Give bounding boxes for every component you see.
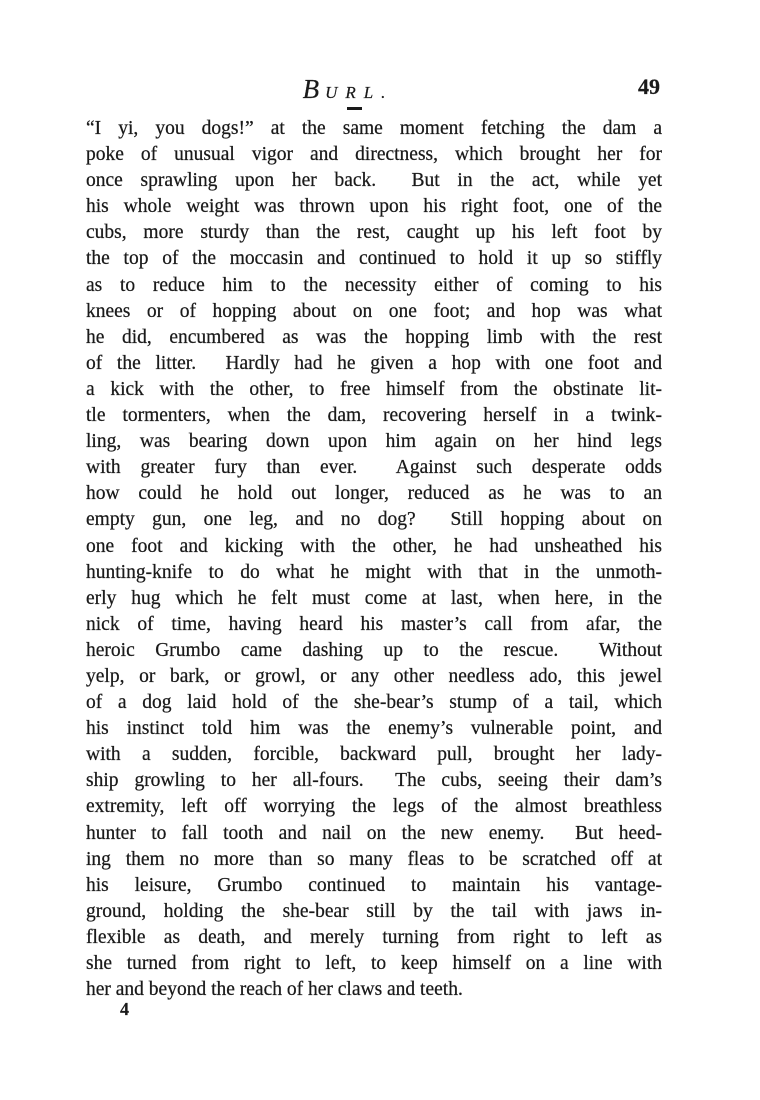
text-line: extremity, left off worrying the legs of the almost breathless xyxy=(86,796,662,818)
signature-mark: 4 xyxy=(120,999,129,1019)
text-line: poke of unusual vigor and directness, which brought her for xyxy=(86,144,662,166)
text-line: he did, encumbered as was the hopping limb with the rest xyxy=(86,326,662,348)
text-line: the top of the moccasin and continued to hold it up so stiffly xyxy=(86,248,662,270)
header-rule-divider xyxy=(347,107,362,110)
text-line: nick of time, having heard his master’s call from afar, the xyxy=(86,613,662,635)
text-line: ship growling to her all-fours. The cubs, seeing their dam’s xyxy=(86,770,662,792)
text-line: how could he hold out longer, reduced as he was to an xyxy=(86,483,662,505)
running-head-title: BURL. xyxy=(302,74,394,104)
text-line: her and beyond the reach of her claws and teeth. xyxy=(86,979,463,1001)
text-line: his leisure, Grumbo continued to maintain his vantage- xyxy=(86,874,662,896)
text-line: flexible as death, and merely turning from right to left as xyxy=(86,926,662,948)
text-line: heroic Grumbo came dashing up to the rescue. Without xyxy=(86,639,662,661)
text-line: “I yi, you dogs!” at the same moment fetching the dam a xyxy=(86,118,662,139)
page-number: 49 xyxy=(638,74,660,99)
text-line: his whole weight was thrown upon his right foot, one of the xyxy=(86,196,662,218)
text-line: a kick with the other, to free himself from the obstinate lit- xyxy=(86,378,662,400)
text-line: his instinct told him was the enemy’s vulnerable point, and xyxy=(86,718,662,740)
text-line: of a dog laid hold of the she-bear’s stump of a tail, which xyxy=(86,692,662,714)
text-line: ing them no more than so many fleas to be scratched off at xyxy=(86,848,662,870)
text-line: erly hug which he felt must come at last, when here, in the xyxy=(86,587,662,609)
text-line: once sprawling upon her back. But in the act, while yet xyxy=(86,170,662,192)
text-line: cubs, more sturdy than the rest, caught up his left foot by xyxy=(86,222,662,244)
text-line: empty gun, one leg, and no dog? Still hopping about on xyxy=(86,509,662,531)
text-line: with a sudden, forcible, backward pull, brought her lady- xyxy=(86,744,662,766)
text-line: one foot and kicking with the other, he had unsheathed his xyxy=(86,535,662,557)
text-line: with greater fury than ever. Against such desperate odds xyxy=(86,457,662,479)
text-line: hunting-knife to do what he might with that in the unmoth- xyxy=(86,561,662,583)
text-line: ground, holding the she-bear still by the tail with jaws in- xyxy=(86,900,662,922)
text-line: she turned from right to left, to keep himself on a line with xyxy=(86,953,662,974)
body-text xyxy=(86,116,662,1003)
text-line: hunter to fall tooth and nail on the new enemy. But heed- xyxy=(86,822,662,844)
text-line: as to reduce him to the necessity either of coming to his xyxy=(86,274,662,296)
text-line: knees or of hopping about on one foot; and hop was what xyxy=(86,300,662,322)
text-line: yelp, or bark, or growl, or any other needless ado, this jewel xyxy=(86,665,662,687)
text-line: ling, was bearing down upon him again on her hind legs xyxy=(86,431,662,453)
text-line: of the litter. Hardly had he given a hop with one foot and xyxy=(86,352,662,374)
text-line: tle tormenters, when the dam, recovering herself in a twink- xyxy=(86,405,662,427)
